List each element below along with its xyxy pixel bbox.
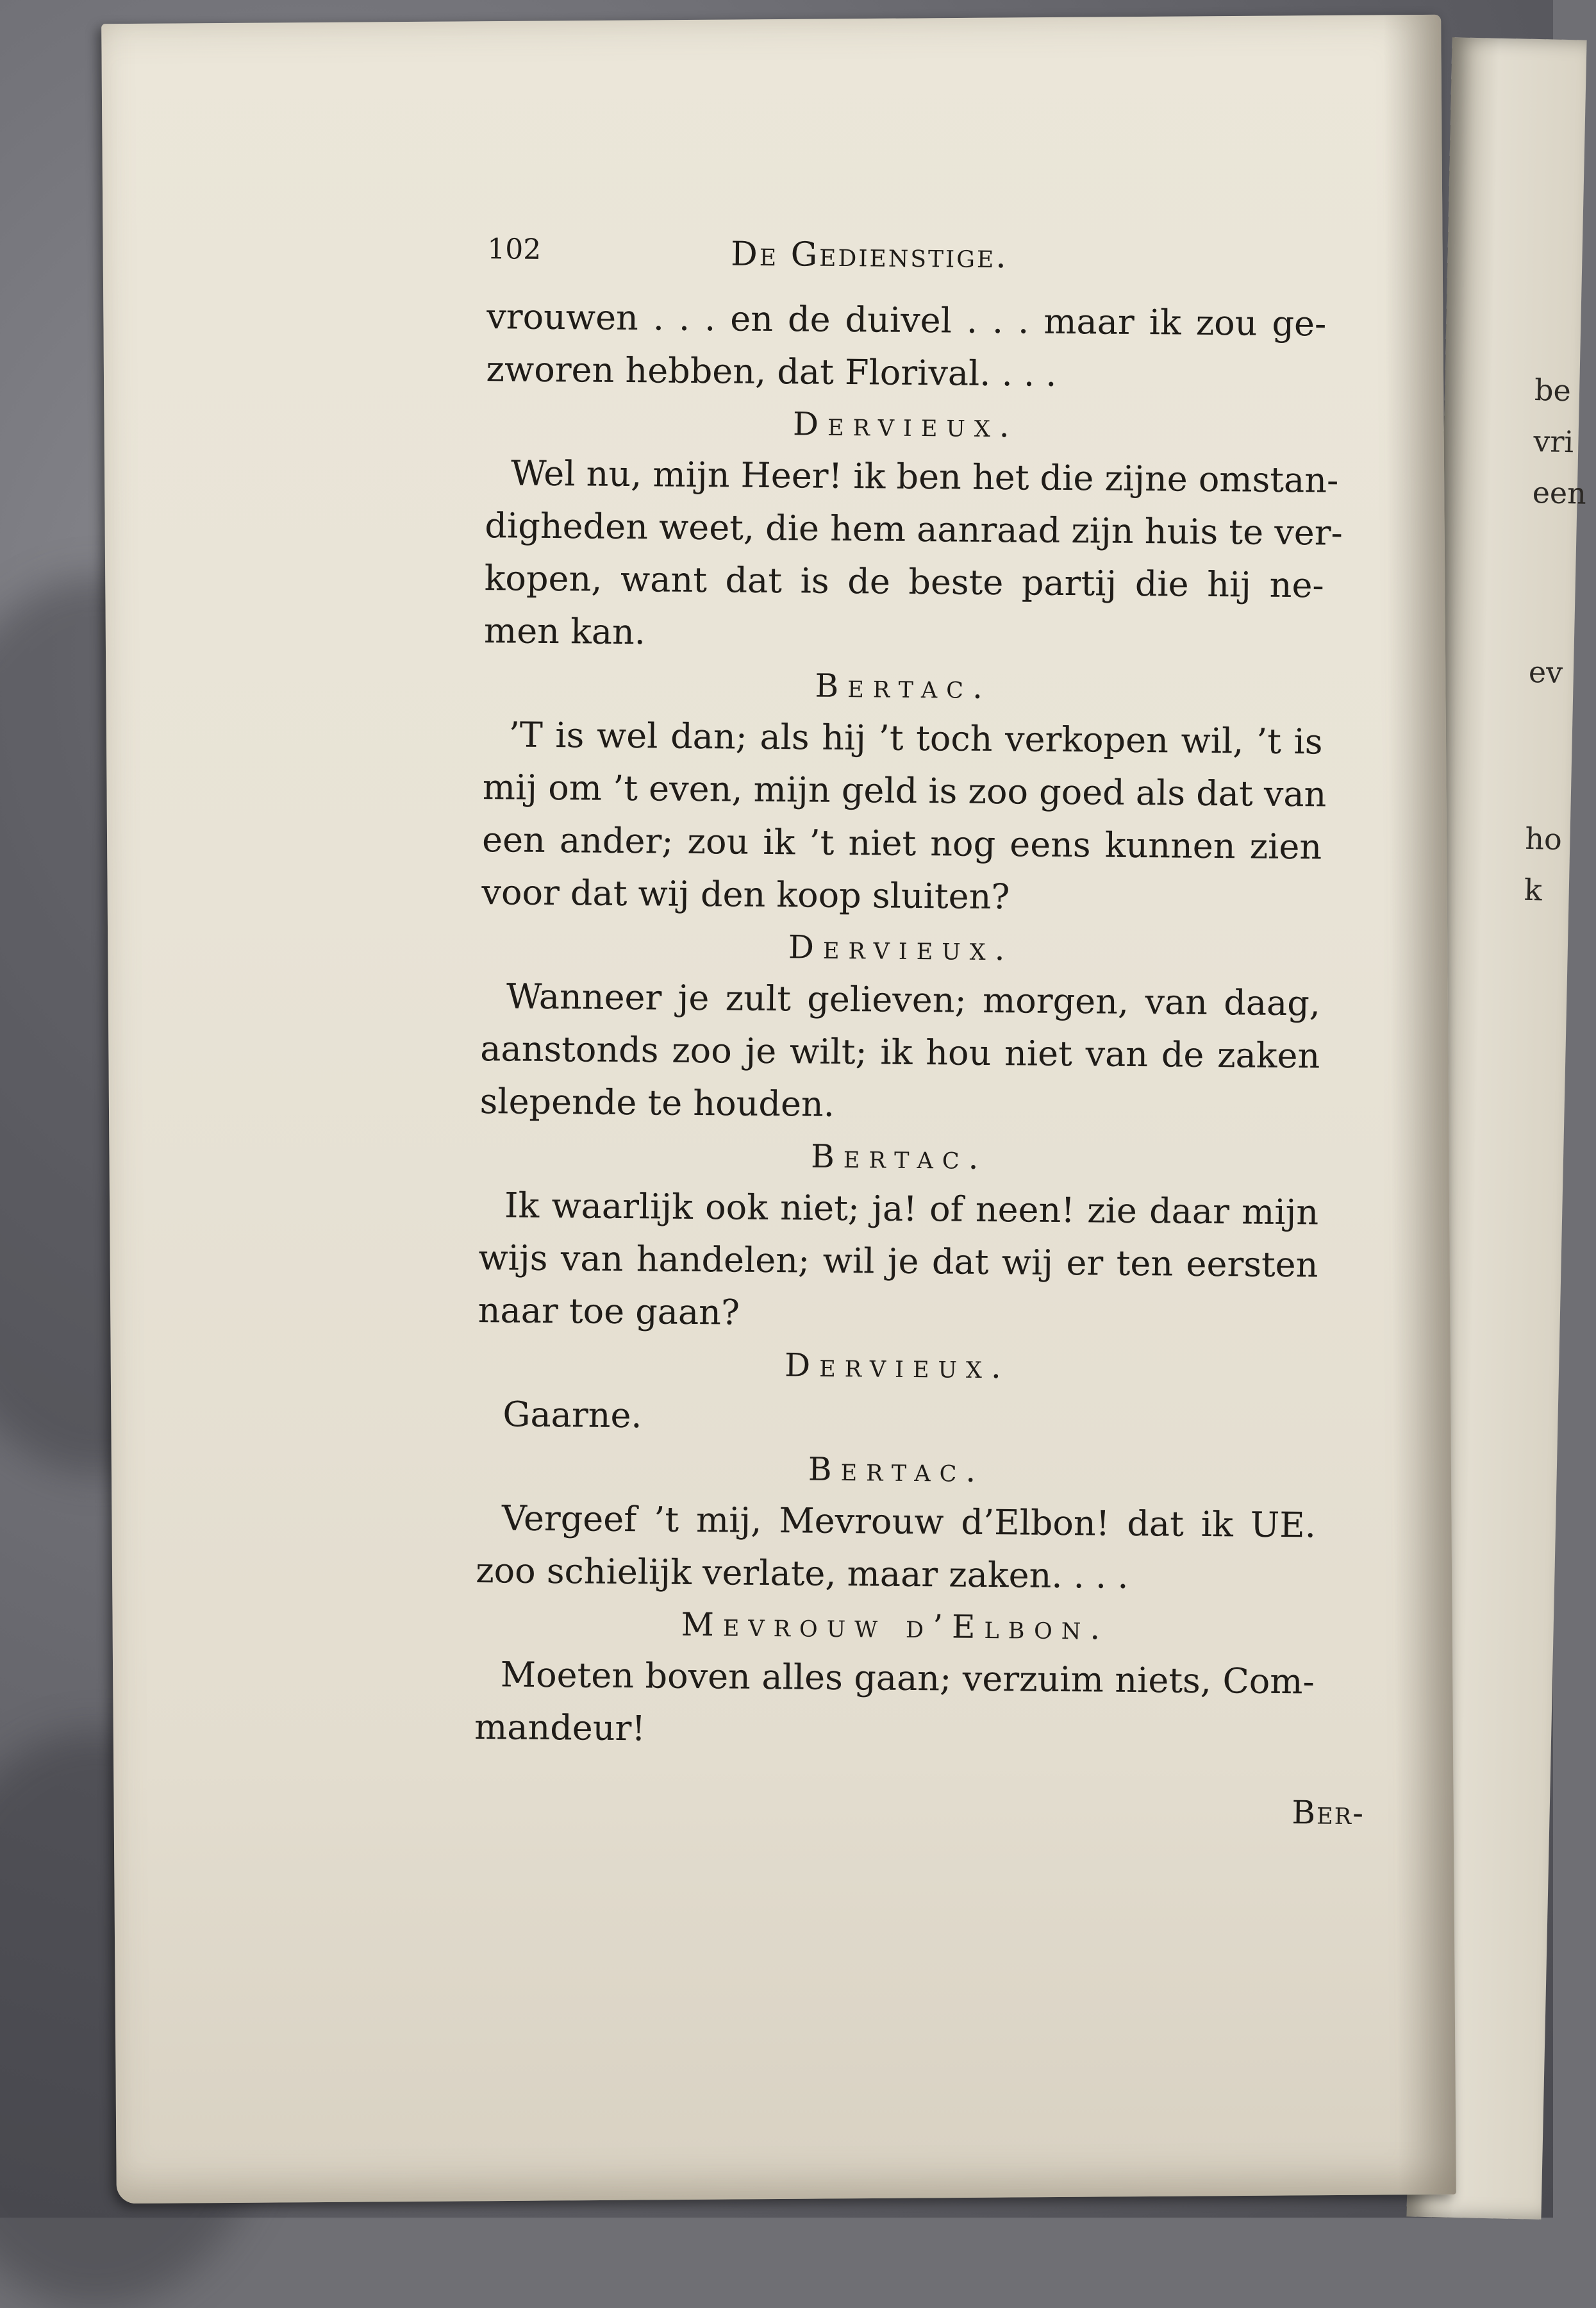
speaker-name: Bertac. xyxy=(808,1450,985,1489)
text-line: kopen, want dat is de beste partij die hij ne- xyxy=(484,558,1324,606)
facing-page-fragment: k xyxy=(1524,872,1543,908)
text-line: Vergeef ’t mij, Mevrouw d’Elbon! dat ik UE. xyxy=(501,1498,1317,1546)
text-line: mij om ’t even, mijn geld is zoo goed als dat van xyxy=(482,767,1327,815)
text-line: voor dat wij den koop sluiten? xyxy=(481,872,1010,917)
text-line: zoo schielijk verlate, maar zaken. . . . xyxy=(475,1550,1129,1596)
text-line: Ik waarlijk ook niet; ja! of neen! zie daar mijn xyxy=(504,1185,1319,1233)
speaker-name: Dervieux. xyxy=(792,405,1018,445)
text-line: naar toe gaan? xyxy=(478,1290,740,1333)
text-line: digheden weet, die hem aanraad zijn huis te ver- xyxy=(485,505,1343,553)
text-line: zworen hebben, dat Florival. . . . xyxy=(486,349,1057,394)
text-line: ’T is wel dan; als hij ’t toch verkopen wil, ’t is xyxy=(508,714,1323,762)
facing-page-fragment: be xyxy=(1534,372,1572,408)
text-line: men kan. xyxy=(483,610,646,653)
facing-page-fragment: ev xyxy=(1528,654,1563,690)
speaker-name: Dervieux. xyxy=(784,1346,1011,1386)
speaker-name: Dervieux. xyxy=(788,928,1014,968)
text-line: een ander; zou ik ’t niet nog eens kunnen zien xyxy=(481,819,1322,867)
text-line: slepende te houden. xyxy=(479,1081,835,1125)
page-text-block xyxy=(474,233,1468,1840)
text-line: Gaarne. xyxy=(503,1394,642,1436)
book-page xyxy=(101,15,1456,2204)
text-line: wijs van handelen; wil je dat wij er ten eersten xyxy=(478,1237,1318,1285)
text-line: aanstonds zoo je wilt; ik hou niet van de zaken xyxy=(480,1028,1320,1076)
running-title: De Gedienstige. xyxy=(730,235,1009,276)
page-body xyxy=(474,290,1468,1762)
text-line: Wel nu, mijn Heer! ik ben het die zijne omstan- xyxy=(510,453,1339,501)
speaker-name: Mevrouw d’Elbon. xyxy=(681,1605,1110,1647)
text-line: Moeten boven alles gaan; verzuim niets, Com- xyxy=(500,1654,1315,1702)
facing-page-fragment: vri xyxy=(1533,423,1574,460)
page-number: 102 xyxy=(487,233,542,266)
text-line: mandeur! xyxy=(474,1707,646,1749)
speaker-name: Bertac. xyxy=(815,667,992,707)
speaker-name: Bertac. xyxy=(810,1137,988,1177)
text-line: vrouwen . . . en de duivel . . . maar ik zou ge- xyxy=(486,296,1327,344)
catchword: Ber- xyxy=(1292,1794,1365,1832)
text-line: Wanneer je zult gelieven; morgen, van daag, xyxy=(506,976,1321,1024)
page-header xyxy=(487,233,1468,299)
facing-page-fragment: ho xyxy=(1524,821,1563,857)
facing-page-fragment: een xyxy=(1532,474,1587,511)
